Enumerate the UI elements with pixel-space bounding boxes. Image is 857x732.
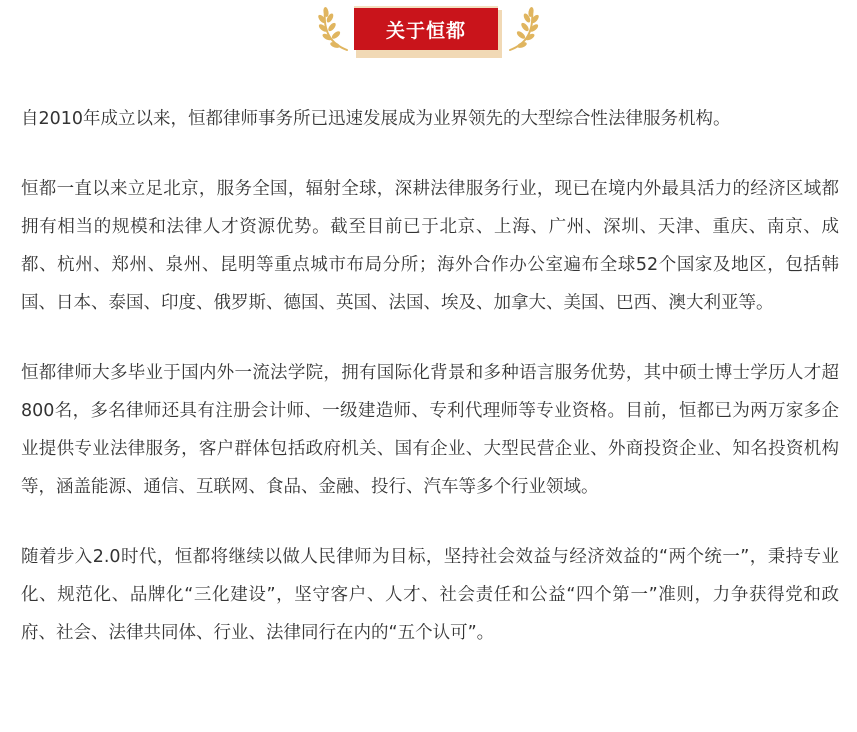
section-header bbox=[0, 0, 857, 66]
paragraph-footprint: 恒都一直以来立足北京，服务全国，辐射全球，深耕法律服务行业，现已在境内外最具活力的经济区域都拥有相当的规模和法律人才资源优势。截至目前已于北京、上海、广州、深圳、天津、重庆、南京、成都、杭州、郑州、泉州、昆明等重点城市布局分所；海外合作办公室遍布全球52个国家及地区，包括韩国、日本、泰国、印度、俄罗斯、德国、英国、法国、埃及、加拿大、美国、巴西、澳大利亚等。 bbox=[21, 179, 839, 313]
laurel-right-icon bbox=[504, 4, 540, 52]
paragraph-vision: 随着步入2.0时代，恒都将继续以做人民律师为目标，坚持社会效益与经济效益的“两个统一”，秉持专业化、规范化、品牌化“三化建设”，坚守客户、人才、社会责任和公益“四个第一”准则，力争获得党和政府、社会、法律共同体、行业、法律同行在内的“五个认可”。 bbox=[21, 547, 839, 643]
section-title: 关于恒都 bbox=[385, 19, 466, 42]
paragraph-talent: 恒都律师大多毕业于国内外一流法学院，拥有国际化背景和多种语言服务优势，其中硕士博士学历人才超800名，多名律师还具有注册会计师、一级建造师、专利代理师等专业资格。目前，恒都已为两万家多企业提供专业法律服务，客户群体包括政府机关、国有企业、大型民营企业、外商投资企业、知名投资机构等，涵盖能源、通信、互联网、食品、金融、投行、汽车等多个行业领域。 bbox=[21, 363, 839, 497]
section-title-badge bbox=[354, 6, 498, 50]
laurel-left-icon bbox=[317, 4, 353, 52]
article-body bbox=[21, 100, 839, 684]
paragraph-intro: 自2010年成立以来，恒都律师事务所已迅速发展成为业界领先的大型综合性法律服务机构。 bbox=[21, 109, 731, 129]
